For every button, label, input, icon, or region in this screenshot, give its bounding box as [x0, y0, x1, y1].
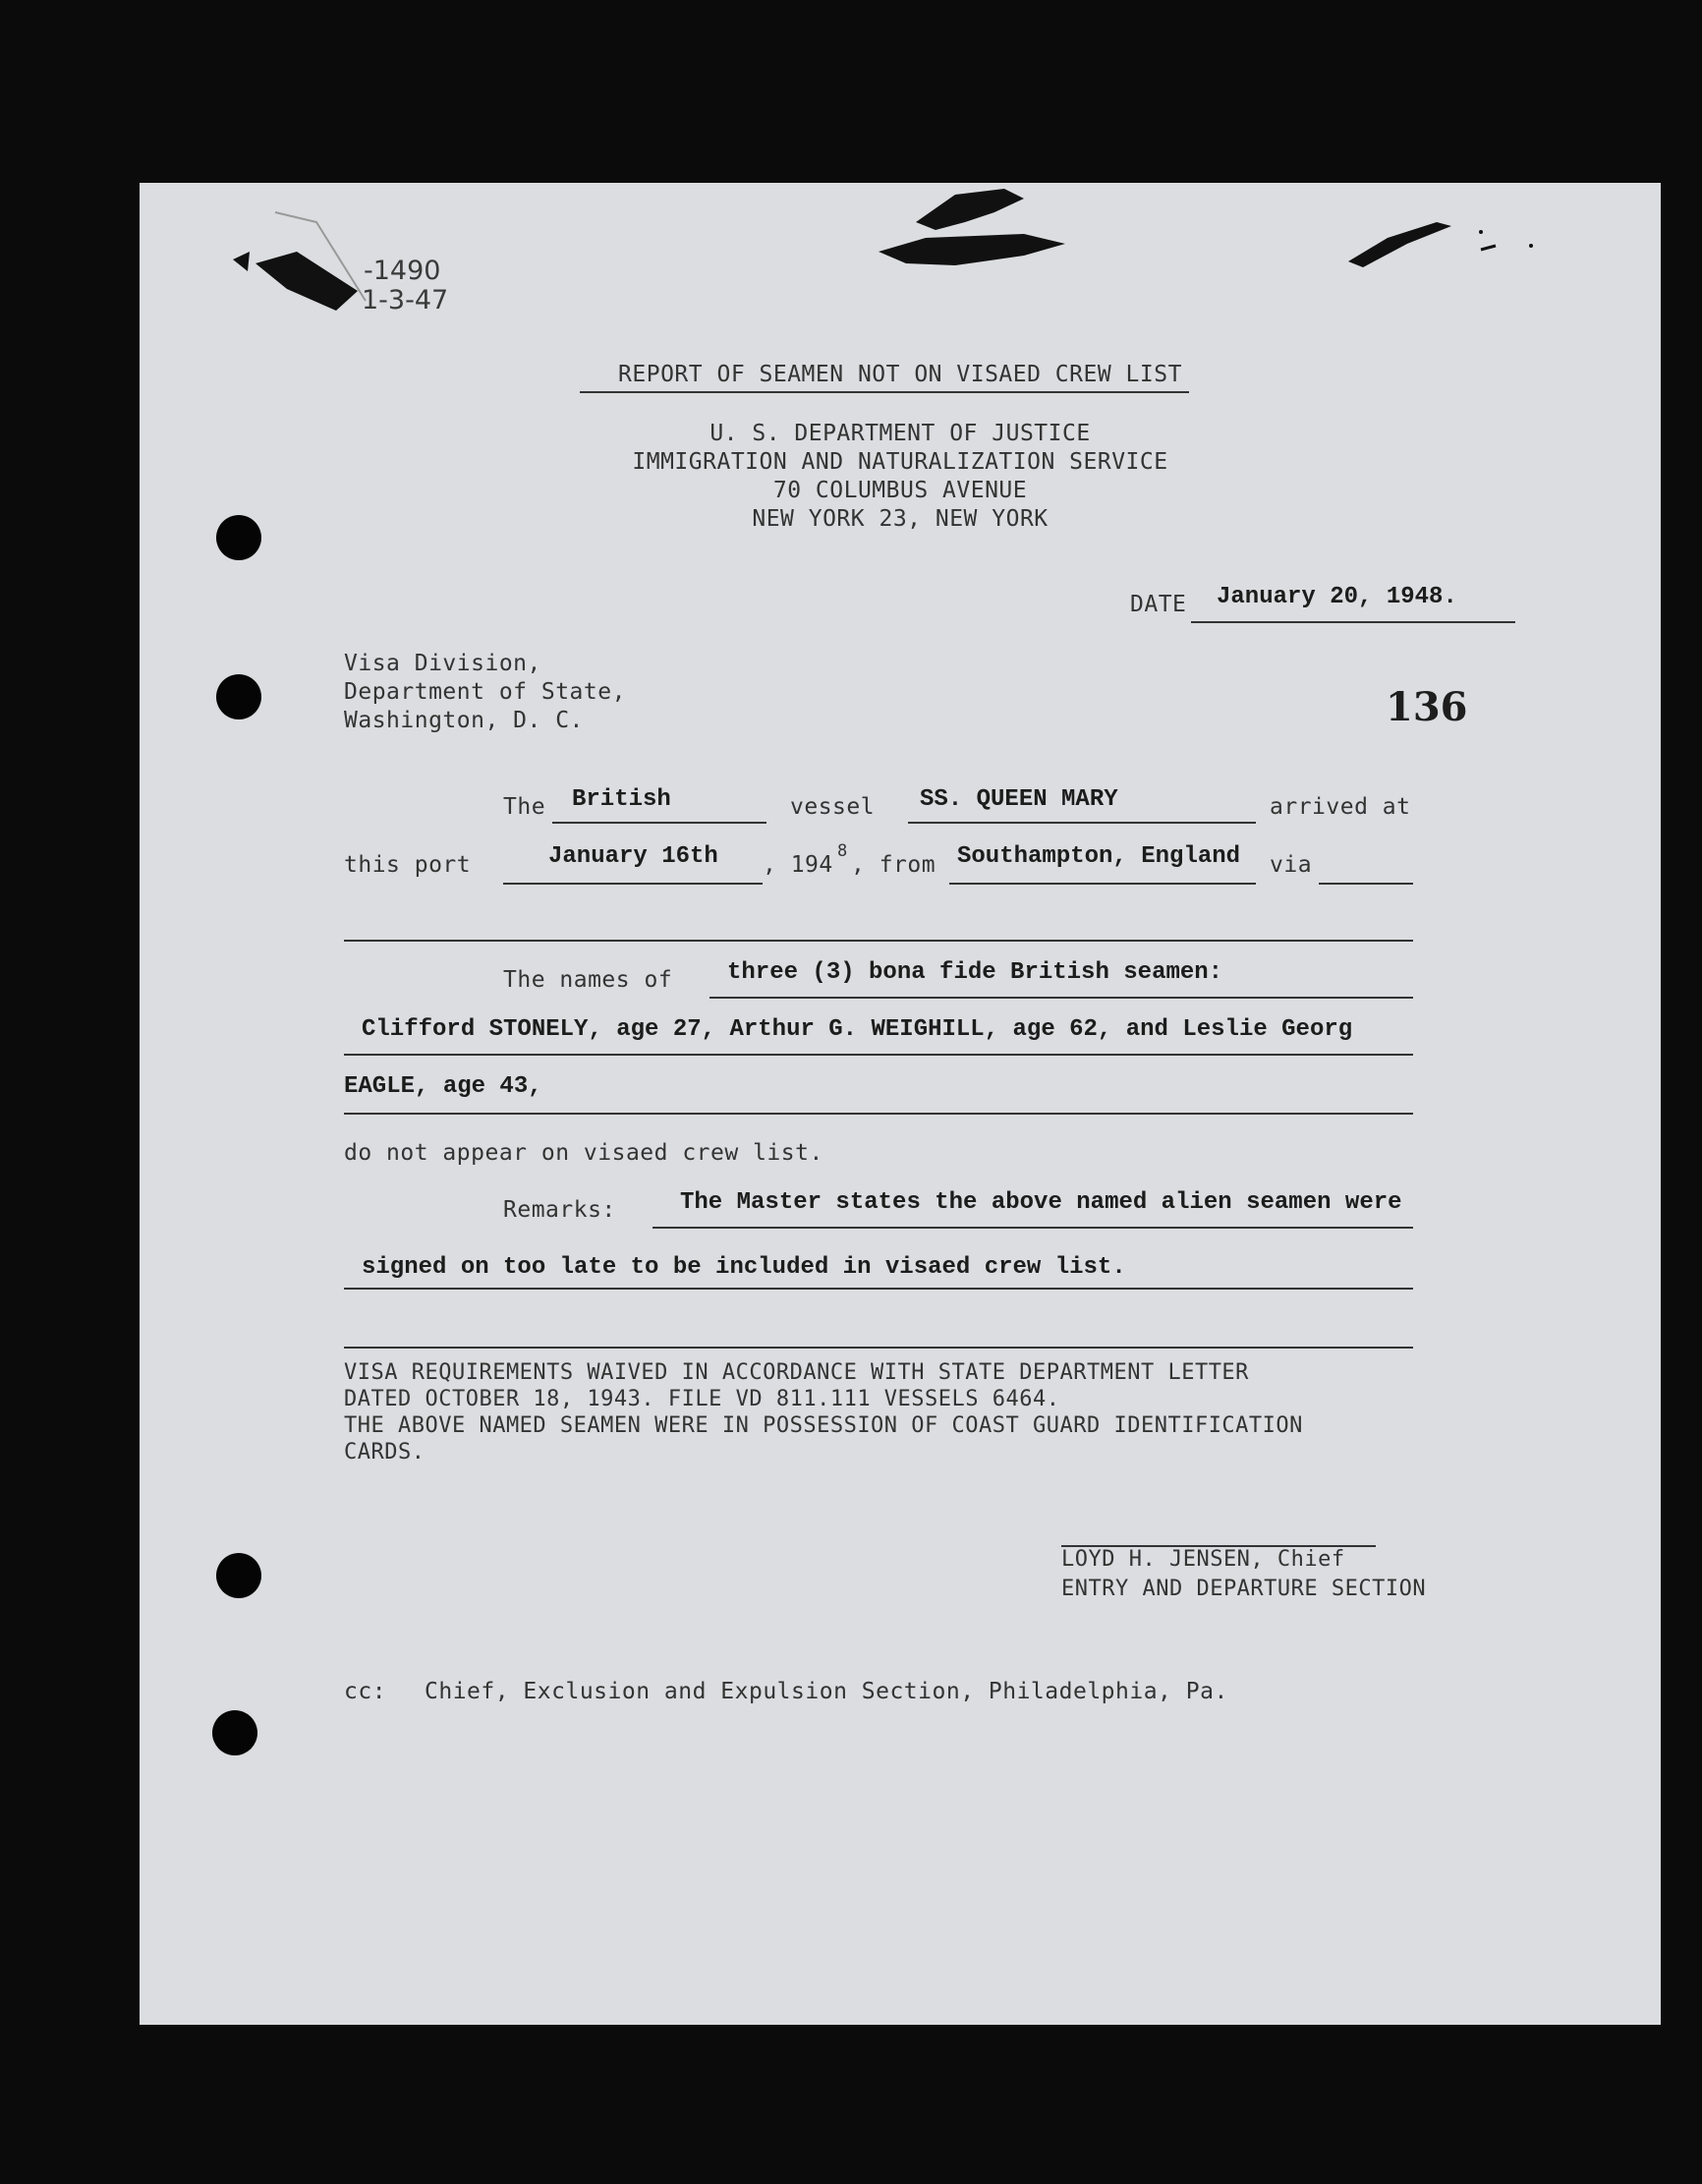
names-line-2-underline [344, 1054, 1413, 1056]
punch-hole [216, 674, 261, 719]
arrival-date: January 16th [548, 843, 718, 870]
notice-line-3: THE ABOVE NAMED SEAMEN WERE IN POSSESSION OF COAST GUARD IDENTIFICATION [344, 1413, 1303, 1438]
signatory-name: LOYD H. JENSEN, Chief [1061, 1547, 1345, 1572]
names-intro-underline [709, 997, 1413, 999]
names-line-2: Clifford STONELY, age 27, Arthur G. WEIGHILL, age 62, and Leslie Georg [362, 1016, 1353, 1043]
vessel-nationality: British [572, 786, 671, 813]
document-page [140, 183, 1661, 2025]
remarks-line-1: The Master states the above named alien seamen were [680, 1189, 1402, 1216]
vessel-label: vessel [790, 794, 876, 820]
agency-line-1: U. S. DEPARTMENT OF JUSTICE [709, 421, 1091, 446]
cc-label: cc: [344, 1679, 387, 1704]
via-label: via [1270, 852, 1313, 878]
notice-line-1: VISA REQUIREMENTS WAIVED IN ACCORDANCE WITH STATE DEPARTMENT LETTER [344, 1360, 1249, 1385]
year-prefix: , 194 [763, 852, 833, 878]
origin: Southampton, England [957, 843, 1241, 870]
date-underline [1191, 621, 1515, 623]
from-label: , from [851, 852, 936, 878]
remarks-blank-line [344, 1347, 1413, 1349]
report-title: REPORT OF SEAMEN NOT ON VISAED CREW LIST [618, 362, 1182, 387]
names-closing: do not appear on visaed crew list. [344, 1140, 823, 1166]
punch-hole [216, 1553, 261, 1598]
date-value: January 20, 1948. [1217, 584, 1457, 610]
the-label: The [503, 794, 546, 820]
blank-line [344, 940, 1413, 942]
agency-line-4: NEW YORK 23, NEW YORK [752, 506, 1049, 532]
names-intro: three (3) bona fide British seamen: [727, 959, 1223, 986]
origin-underline [949, 883, 1256, 885]
vessel-name-underline [908, 822, 1256, 824]
page-number: 136 [1386, 684, 1468, 730]
remarks-label: Remarks: [503, 1197, 616, 1223]
remarks-line-2: signed on too late to be included in visaed crew list. [362, 1254, 1126, 1281]
notice-line-2: DATED OCTOBER 18, 1943. FILE VD 811.111 VESSELS 6464. [344, 1387, 1060, 1411]
agency-line-2: IMMIGRATION AND NATURALIZATION SERVICE [632, 449, 1168, 475]
names-label: The names of [503, 967, 673, 993]
port-label: this port [344, 852, 472, 878]
cc-text: Chief, Exclusion and Expulsion Section, Philadelphia, Pa. [425, 1679, 1228, 1704]
names-line-3: EAGLE, age 43, [344, 1073, 542, 1100]
file-number: -1490 [364, 256, 441, 286]
via-underline [1319, 883, 1413, 885]
vessel-name: SS. QUEEN MARY [920, 786, 1118, 813]
addressee-line-2: Department of State, [344, 679, 626, 705]
notice-line-4: CARDS. [344, 1440, 426, 1465]
remarks-line-2-underline [344, 1288, 1413, 1290]
names-line-3-underline [344, 1113, 1413, 1115]
punch-hole [212, 1710, 257, 1755]
addressee-line-1: Visa Division, [344, 651, 541, 676]
date-label: DATE [1130, 592, 1187, 617]
agency-line-3: 70 COLUMBUS AVENUE [772, 478, 1028, 503]
arrival-date-underline [503, 883, 763, 885]
title-underline [580, 391, 1189, 393]
year-suffix: 8 [837, 841, 848, 861]
addressee-line-3: Washington, D. C. [344, 708, 584, 733]
file-date: 1-3-47 [362, 285, 449, 316]
arrived-label: arrived at [1270, 794, 1411, 820]
signatory-section: ENTRY AND DEPARTURE SECTION [1061, 1577, 1427, 1601]
remarks-line-1-underline [652, 1227, 1413, 1229]
nationality-underline [552, 822, 766, 824]
